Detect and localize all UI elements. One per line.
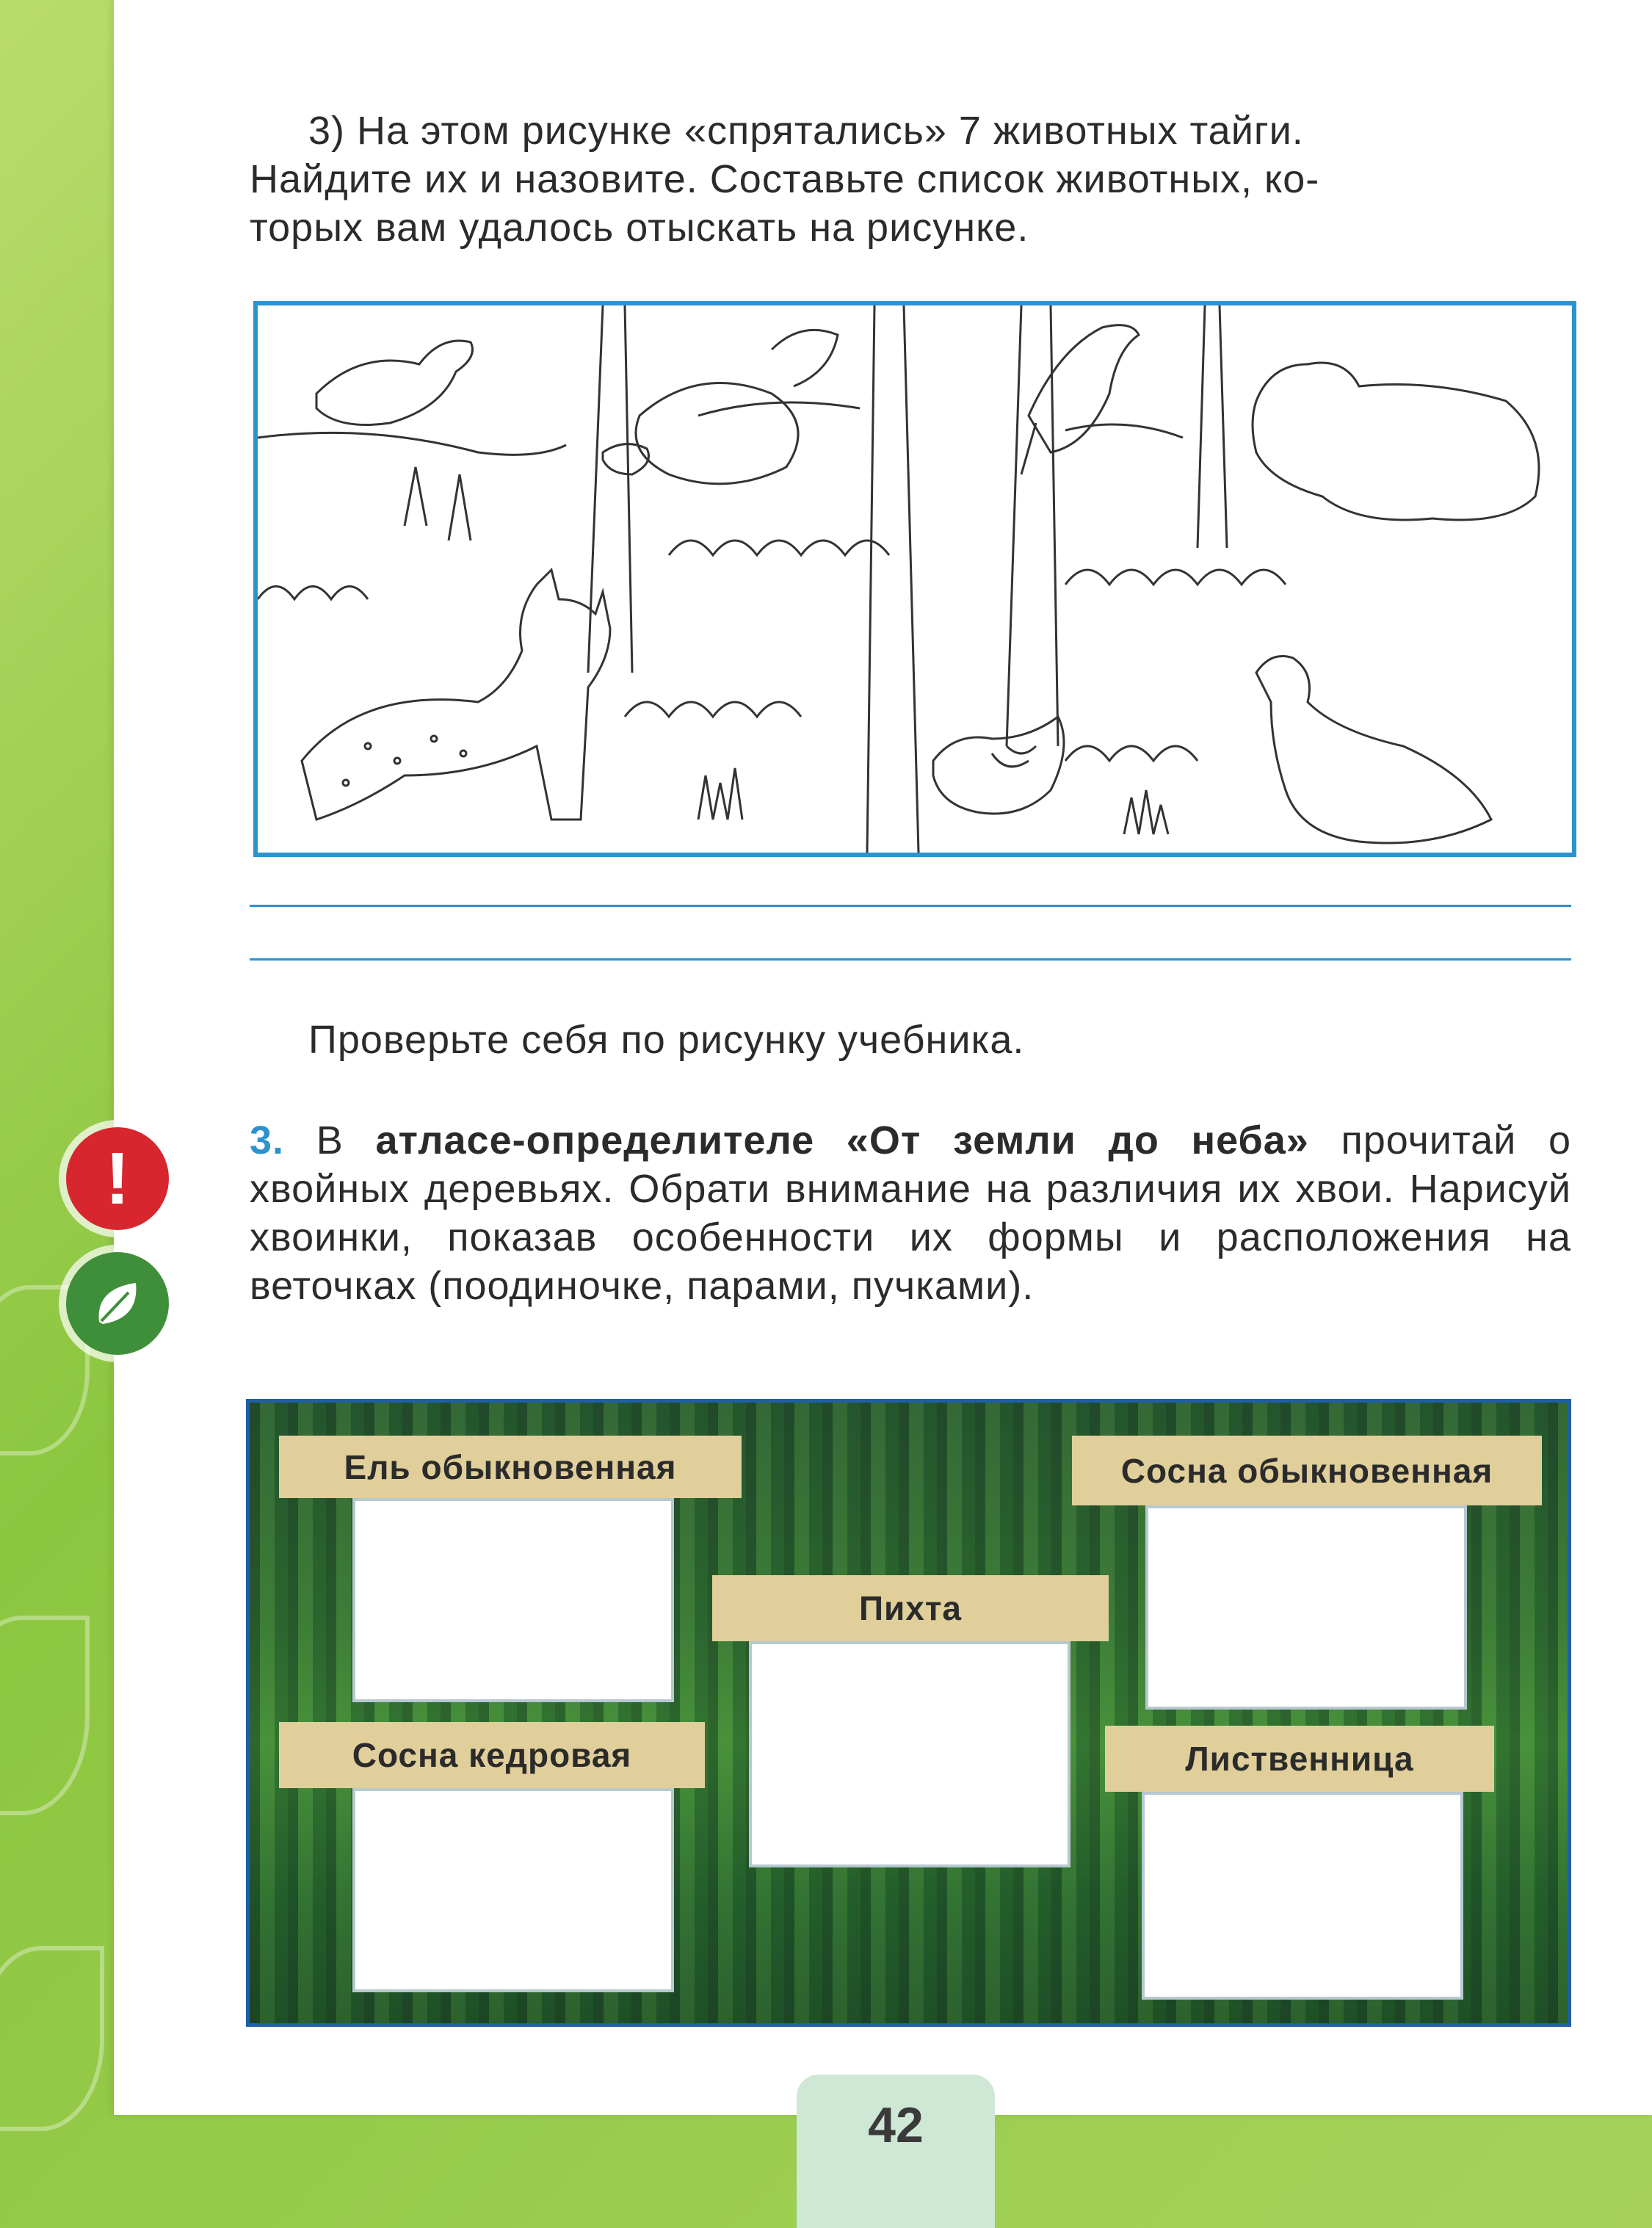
label-pine: Сосна обыкновенная	[1072, 1436, 1542, 1505]
label-fir: Пихта	[712, 1575, 1109, 1641]
task-atlas-title: атласе-определителе «От земли до неба»	[375, 1118, 1309, 1162]
label-spruce: Ель обыкновенная	[279, 1436, 742, 1498]
task-number: 3.	[250, 1118, 285, 1162]
label-cedar-pine: Сосна кедровая	[279, 1722, 705, 1788]
drawing-box-cedar-pine[interactable]	[352, 1788, 674, 1992]
task-body: прочитай о хвойных деревьях. Обрати внимание на различия их хвои. Нарисуй хвоинки, показав особенности их формы и расположения на веточках (поодиночке, парами, пучками).	[250, 1118, 1571, 1308]
check-yourself-note: Проверьте себя по рисунку учебника.	[308, 1018, 1025, 1062]
background-leaf-decoration	[0, 1616, 90, 1815]
task-conifers-instructions	[250, 1116, 1571, 1310]
drawing-box-pine[interactable]	[1145, 1505, 1467, 1710]
background-leaf-decoration	[0, 1946, 104, 2131]
exclamation-icon	[66, 1127, 169, 1230]
taiga-hidden-animals-picture	[253, 301, 1576, 857]
leaf-glyph	[88, 1274, 147, 1333]
drawing-box-larch[interactable]	[1142, 1792, 1463, 2000]
task-3-line-2: Найдите их и назовите. Составьте список животных, ко-	[250, 157, 1320, 201]
label-larch: Лиственница	[1105, 1726, 1494, 1792]
task-intro: В	[316, 1118, 344, 1162]
task-3-instructions	[250, 106, 1571, 252]
leaf-icon	[66, 1252, 169, 1355]
task-3-line-3: торых вам удалось отыскать на рисунке.	[250, 206, 1029, 250]
forest-line-drawing	[258, 305, 1572, 853]
exclamation-symbol: !	[105, 1137, 130, 1220]
drawing-box-fir[interactable]	[749, 1641, 1070, 1867]
task-3-line-1: 3) На этом рисунке «спрятались» 7 животных тайги.	[308, 109, 1304, 153]
answer-line[interactable]	[250, 905, 1571, 907]
answer-line[interactable]	[250, 958, 1571, 961]
drawing-box-spruce[interactable]	[352, 1498, 674, 1702]
page-number: 42	[797, 2075, 995, 2228]
conifer-drawing-panel	[246, 1399, 1571, 2027]
